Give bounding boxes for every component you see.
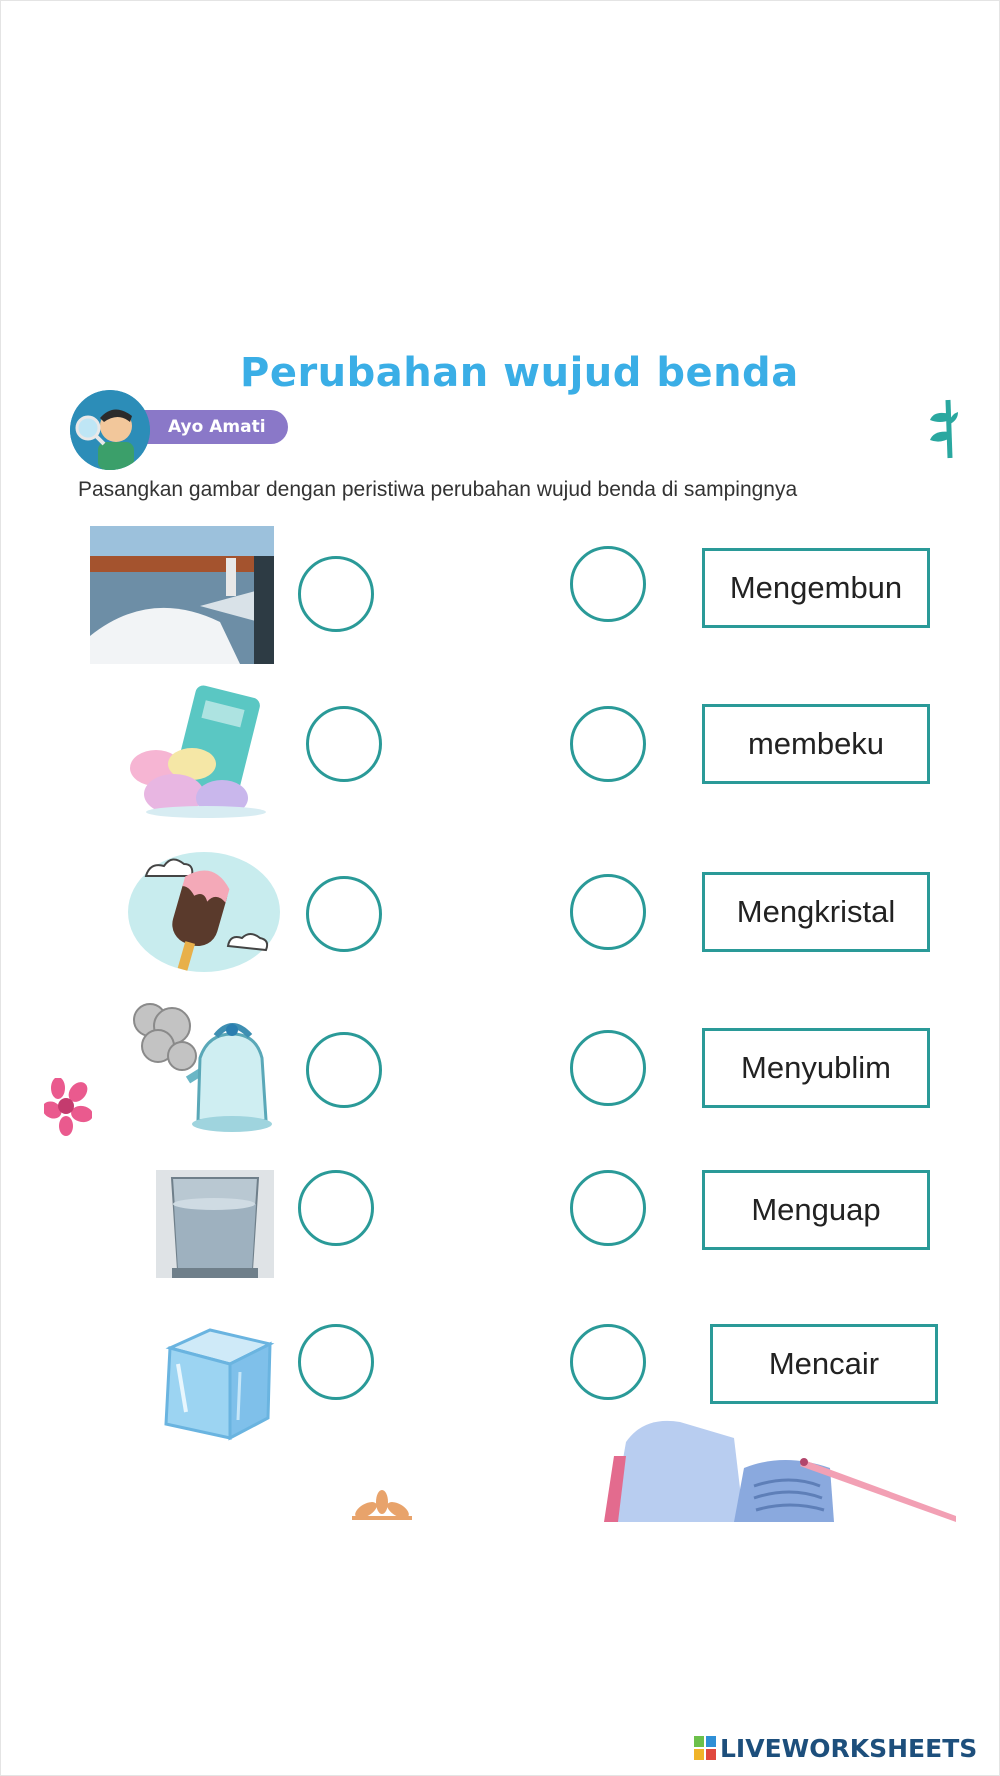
match-circle-right-1[interactable] [570,546,646,622]
leaf-decoration-icon [928,398,958,460]
liveworksheets-mark-icon [694,1736,716,1760]
logo-text: LIVEWORKSHEETS [720,1733,978,1763]
salt-field-photo [90,526,274,664]
ayo-amati-badge [70,390,300,470]
snack-package-icon [126,684,272,820]
badge-label: Ayo Amati [140,410,288,444]
match-circle-right-5[interactable] [570,1170,646,1246]
answer-box-3: Mengkristal [702,872,930,952]
answer-box-6: Mencair [710,1324,938,1404]
worksheet-title: Perubahan wujud benda [240,350,799,396]
match-circle-left-4[interactable] [306,1032,382,1108]
steaming-kettle-icon [128,1000,278,1136]
answer-box-4: Menyublim [702,1028,930,1108]
match-circle-left-1[interactable] [298,556,374,632]
match-circle-left-5[interactable] [298,1170,374,1246]
glass-of-water-photo [156,1170,274,1278]
boy-with-magnifier-icon [70,390,150,470]
answer-box-5: Menguap [702,1170,930,1250]
flower-decoration-icon [44,1078,92,1136]
match-circle-left-2[interactable] [306,706,382,782]
match-circle-left-6[interactable] [298,1324,374,1400]
small-flower-decoration-icon [352,1488,412,1520]
ice-cube-icon [156,1324,276,1442]
answer-box-1: Mengembun [702,548,930,628]
match-circle-right-2[interactable] [570,706,646,782]
match-circle-right-6[interactable] [570,1324,646,1400]
match-circle-left-3[interactable] [306,876,382,952]
instruction-text: Pasangkan gambar dengan peristiwa perubahan wujud benda di sampingnya [78,478,798,501]
liveworksheets-logo [694,1730,994,1766]
match-circle-right-3[interactable] [570,874,646,950]
open-book-decoration-icon [604,1416,956,1522]
melting-ice-cream-icon [120,842,282,976]
match-circle-right-4[interactable] [570,1030,646,1106]
answer-box-2: membeku [702,704,930,784]
